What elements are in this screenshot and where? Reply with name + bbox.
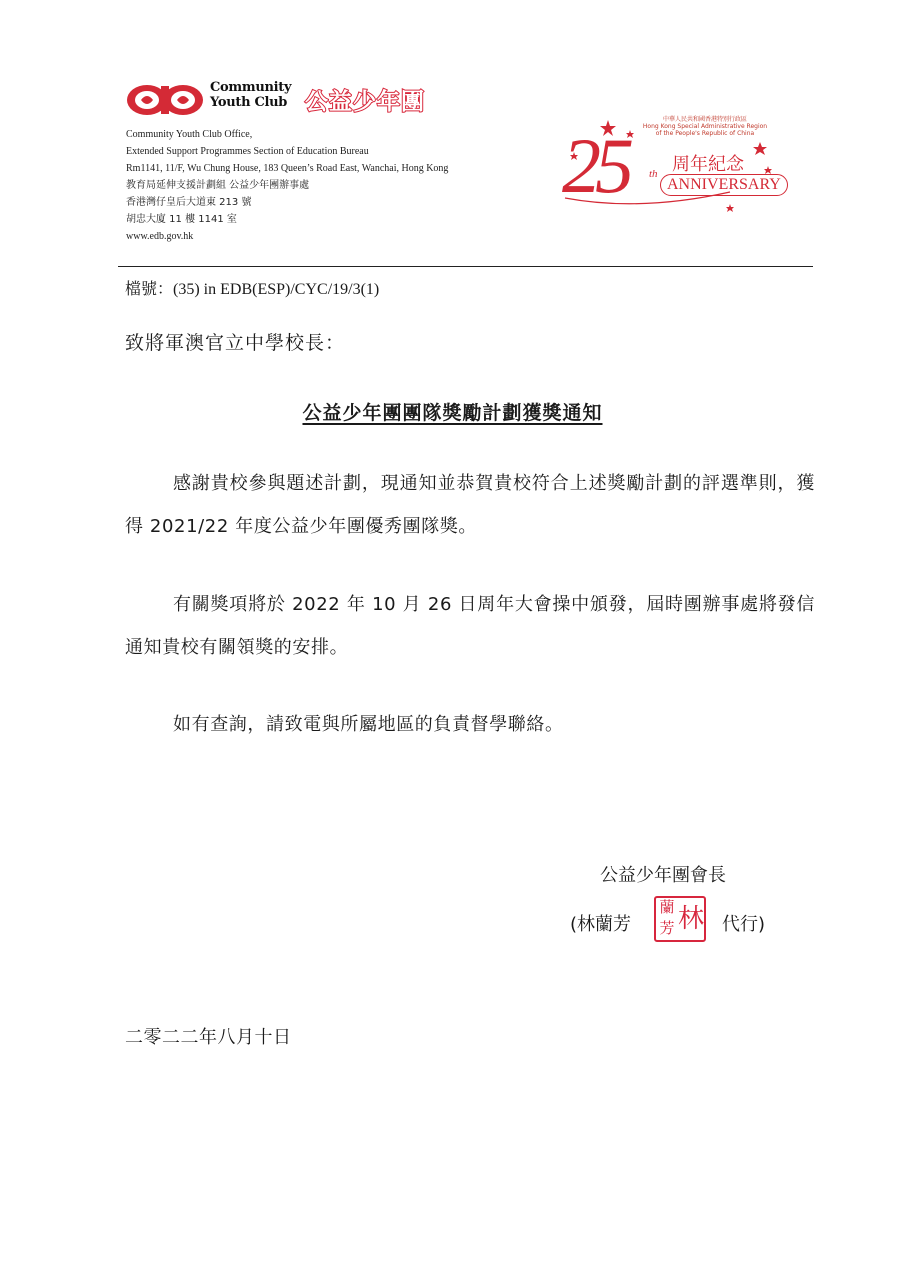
address-line: Extended Support Programmes Section of Education Bureau: [126, 146, 369, 157]
address-line: Community Youth Club Office,: [126, 129, 253, 140]
letter-date: 二零二二年八月十日: [125, 1027, 292, 1048]
address-line: Rm1141, 11/F, Wu Chung House, 183 Queen’s Road East, Wanchai, Hong Kong: [126, 163, 449, 174]
address-line: 教育局延伸支援計劃組 公益少年團辦事處: [126, 180, 310, 191]
address-line: 胡忠大廈 11 樓 1141 室: [126, 214, 237, 225]
anniversary-number: 25: [562, 122, 628, 209]
paragraph: 有關獎項將於 2022 年 10 月 26 日周年大會操中頒發，屆時團辦事處將發信通知貴校有關領獎的安排。: [125, 594, 815, 658]
address-line: 香港灣仔皇后大道東 213 號: [126, 197, 252, 208]
signatory-name-prefix: (林蘭芳: [570, 914, 632, 935]
anniversary-zh: 周年紀念: [672, 154, 744, 175]
reference-number: [125, 276, 379, 299]
anniversary-header-text: 中華人民共和國香港特別行政區 Hong Kong Special Administrative Region of the People's Republic of China: [642, 116, 768, 137]
logo-text-en: Community Youth Club: [210, 80, 292, 110]
letter-title: 公益少年團團隊獎勵計劃獲獎通知: [302, 402, 603, 424]
signatory-name-suffix: 代行): [722, 914, 766, 935]
anniversary-suffix: th: [649, 168, 658, 180]
red-seal-stamp: 蘭 林 芳: [654, 896, 706, 942]
reference-label: 檔號：: [125, 279, 174, 298]
logo-emblem-icon: [127, 85, 203, 115]
header-divider: [118, 266, 813, 267]
paragraph: 感謝貴校參與題述計劃，現通知並恭賀貴校符合上述獎勵計劃的評選準則，獲得 2021/22 年度公益少年團優秀團隊獎。: [125, 473, 815, 537]
recipient: 致將軍澳官立中學校長：: [125, 332, 346, 354]
website-link[interactable]: www.edb.gov.hk: [126, 231, 194, 242]
logo-text-zh: 公益少年團: [305, 89, 425, 115]
anniversary-en: ANNIVERSARY: [660, 174, 788, 196]
paragraph: 如有查詢，請致電與所屬地區的負責督學聯絡。: [173, 714, 564, 735]
reference-value: (35) in EDB(ESP)/CYC/19/3(1): [173, 281, 380, 298]
signatory-title: 公益少年團會長: [600, 865, 726, 886]
office-address: [126, 126, 526, 245]
